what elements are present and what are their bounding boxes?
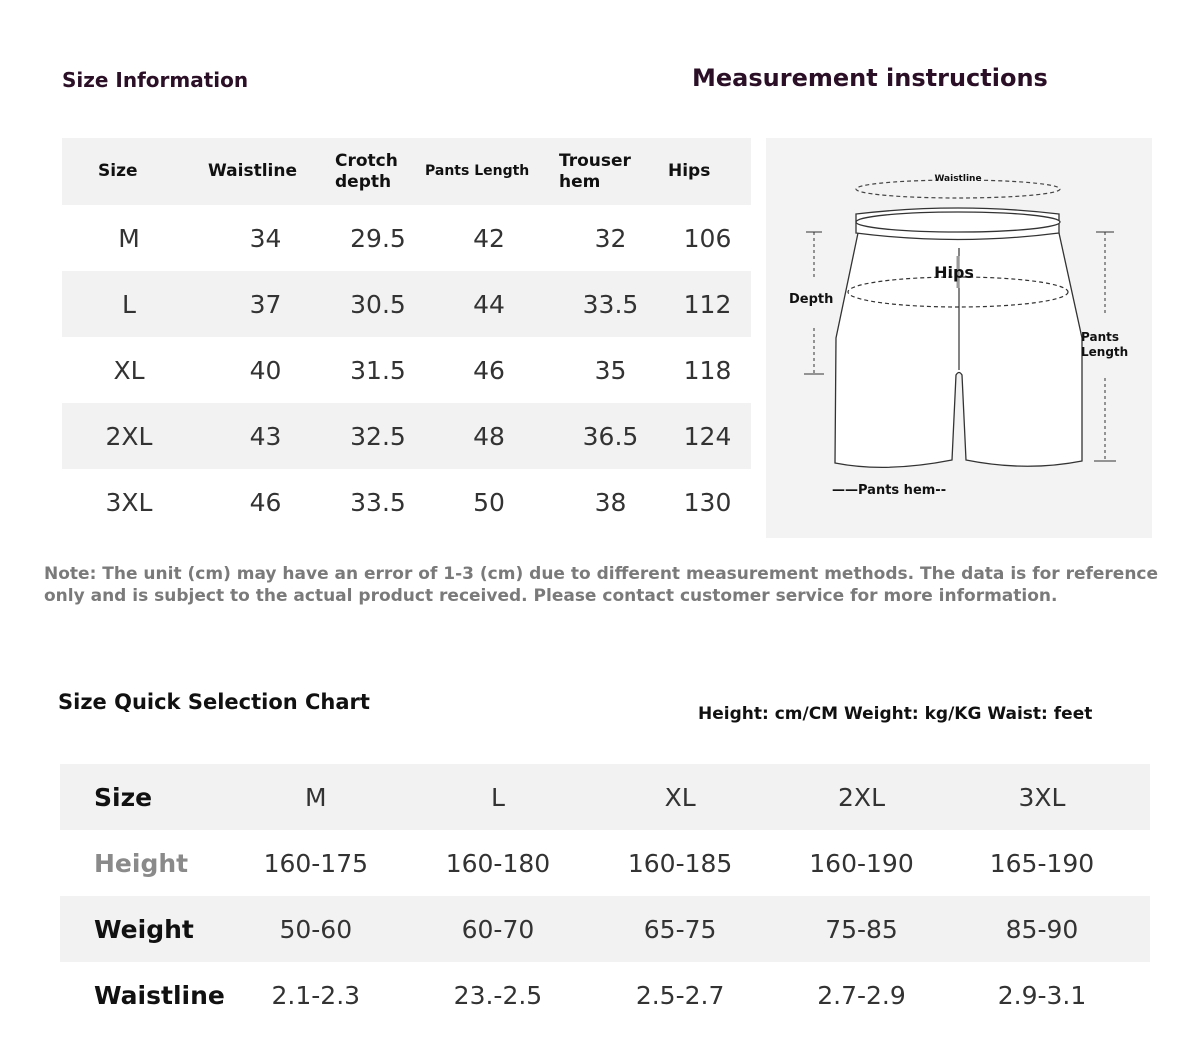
table-row bbox=[60, 962, 1150, 1028]
pants-length-cell: 44 bbox=[421, 271, 557, 337]
size-cell: 3XL bbox=[105, 487, 153, 517]
measurement-note: Note: The unit (cm) may have an error of 1-3 (cm) due to different measurement methods. The data is for reference only and is subject to the actual product received. Please contact customer service for more information. bbox=[44, 564, 1159, 606]
table-row bbox=[62, 205, 751, 271]
waistline-cell: 40 bbox=[249, 355, 282, 385]
header-crotch-depth: Crotch depth bbox=[335, 138, 421, 205]
pants-length-cell: 48 bbox=[421, 403, 557, 469]
table-row bbox=[62, 271, 751, 337]
hips-cell: 106 bbox=[683, 223, 732, 253]
measurement-diagram bbox=[766, 138, 1152, 538]
size-information-table bbox=[62, 138, 751, 535]
quick-size-3xl: 3XL bbox=[952, 764, 1150, 830]
units-legend: Height: cm/CM Weight: kg/KG Waist: feet bbox=[698, 704, 1093, 724]
waistline-cell: 2.1-2.3 bbox=[271, 980, 361, 1010]
crotch-depth-cell: 33.5 bbox=[350, 487, 406, 517]
waistline-row-label: Waistline bbox=[94, 980, 225, 1010]
pants-hem-label: ——Pants hem-- bbox=[832, 483, 947, 498]
size-cell: 2XL bbox=[62, 403, 196, 469]
waistline-cell: 34 bbox=[249, 223, 282, 253]
height-cell: 160-190 bbox=[809, 848, 914, 878]
weight-row-label: Weight bbox=[60, 896, 225, 962]
quick-size-m: M bbox=[225, 764, 407, 830]
waistline-cell: 46 bbox=[249, 487, 282, 517]
table-row bbox=[60, 830, 1150, 896]
weight-cell: 85-90 bbox=[952, 896, 1150, 962]
trouser-hem-cell: 33.5 bbox=[557, 271, 664, 337]
size-quick-selection-table bbox=[60, 764, 1150, 1028]
hips-label: Hips bbox=[934, 263, 974, 282]
size-information-title: Size Information bbox=[62, 68, 249, 92]
waistline-cell: 2.7-2.9 bbox=[817, 980, 906, 1010]
height-cell: 165-190 bbox=[989, 848, 1095, 878]
size-quick-selection-title: Size Quick Selection Chart bbox=[58, 690, 370, 714]
header-size: Size bbox=[62, 138, 196, 205]
size-table-header-row bbox=[62, 138, 751, 205]
trouser-hem-cell: 38 bbox=[594, 487, 627, 517]
hips-cell: 118 bbox=[683, 355, 732, 385]
quick-size-l: L bbox=[407, 764, 589, 830]
header-pants-length: Pants Length bbox=[421, 138, 557, 205]
header-waistline: Waistline bbox=[196, 138, 335, 205]
table-row bbox=[62, 337, 751, 403]
table-row bbox=[60, 896, 1150, 962]
waistline-cell: 23.-2.5 bbox=[453, 980, 543, 1010]
pants-length-cell: 42 bbox=[473, 223, 505, 253]
trouser-hem-cell: 35 bbox=[594, 355, 627, 385]
waistline-cell: 37 bbox=[196, 271, 335, 337]
shorts-diagram-svg bbox=[766, 138, 1152, 538]
hips-cell: 124 bbox=[664, 403, 751, 469]
table-row bbox=[62, 403, 751, 469]
crotch-depth-cell: 31.5 bbox=[350, 355, 406, 385]
height-cell: 160-175 bbox=[263, 848, 369, 878]
crotch-depth-cell: 29.5 bbox=[350, 223, 406, 253]
quick-size-2xl: 2XL bbox=[771, 764, 952, 830]
depth-label: Depth bbox=[789, 292, 834, 307]
waistline-cell: 43 bbox=[196, 403, 335, 469]
size-cell: L bbox=[62, 271, 196, 337]
quick-size-xl: XL bbox=[589, 764, 771, 830]
pants-length-label-line2: Length bbox=[1081, 345, 1129, 359]
crotch-depth-cell: 32.5 bbox=[335, 403, 421, 469]
waistband-top bbox=[856, 212, 1060, 232]
trouser-hem-cell: 36.5 bbox=[557, 403, 664, 469]
weight-cell: 65-75 bbox=[589, 896, 771, 962]
height-cell: 160-185 bbox=[627, 848, 733, 878]
height-row-label: Height bbox=[94, 848, 189, 878]
weight-cell: 60-70 bbox=[407, 896, 589, 962]
waistline-cell: 2.5-2.7 bbox=[635, 980, 725, 1010]
height-cell: 160-180 bbox=[445, 848, 551, 878]
quick-size-label: Size bbox=[60, 764, 225, 830]
crotch-depth-cell: 30.5 bbox=[335, 271, 421, 337]
waistline-cell: 2.9-3.1 bbox=[997, 980, 1087, 1010]
header-trouser-hem: Trouser hem bbox=[557, 138, 664, 205]
header-hips: Hips bbox=[664, 138, 751, 205]
pants-length-cell: 50 bbox=[473, 487, 505, 517]
weight-cell: 75-85 bbox=[771, 896, 952, 962]
pants-length-label-line1: Pants bbox=[1081, 330, 1119, 344]
hips-cell: 130 bbox=[683, 487, 732, 517]
trouser-hem-cell: 32 bbox=[594, 223, 627, 253]
pants-length-cell: 46 bbox=[473, 355, 505, 385]
quick-header-row bbox=[60, 764, 1150, 830]
size-cell: XL bbox=[113, 355, 145, 385]
weight-cell: 50-60 bbox=[225, 896, 407, 962]
measurement-instructions-title: Measurement instructions bbox=[692, 64, 1048, 92]
table-row bbox=[62, 469, 751, 535]
hips-cell: 112 bbox=[664, 271, 751, 337]
size-cell: M bbox=[118, 223, 140, 253]
waistline-label: Waistline bbox=[934, 174, 982, 184]
